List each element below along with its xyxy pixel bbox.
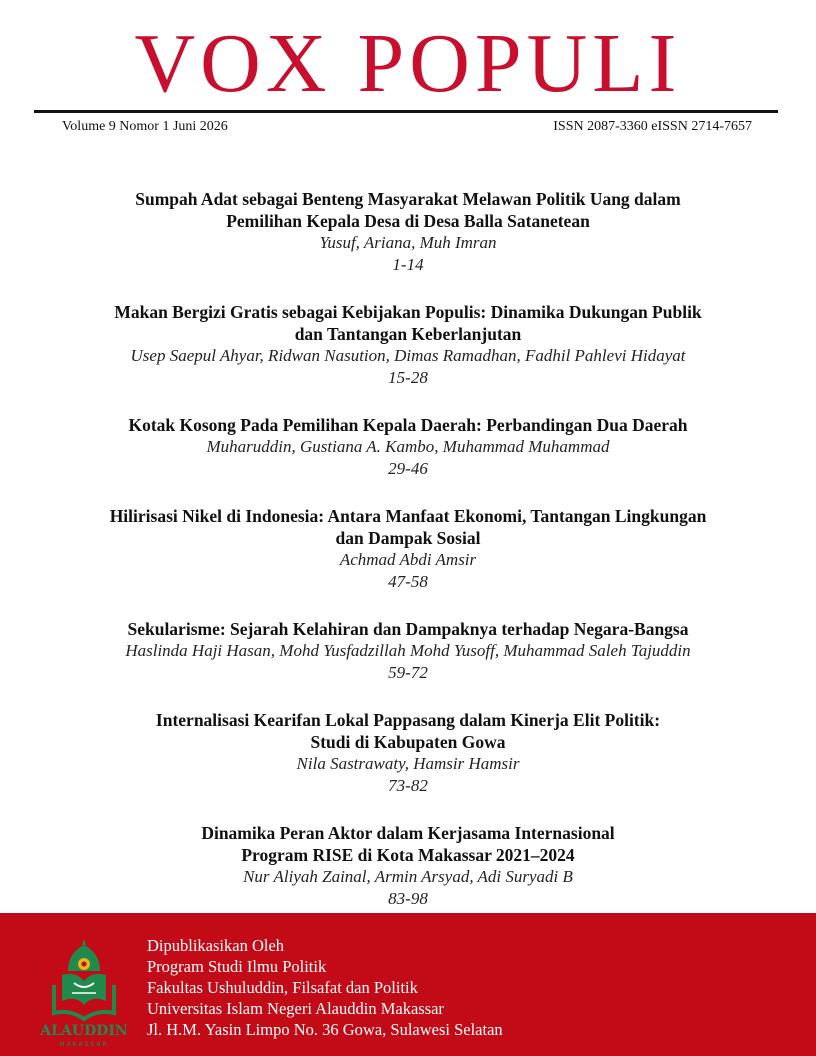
article-title[interactable]: Dinamika Peran Aktor dalam Kerjasama Internasional Program RISE di Kota Makassar 2021–2024 bbox=[201, 823, 615, 865]
article-authors: Muharuddin, Gustiana A. Kambo, Muhammad Muhammad bbox=[206, 437, 610, 456]
logo-text: ALAUDDIN bbox=[40, 1023, 128, 1039]
article-title[interactable]: Makan Bergizi Gratis sebagai Kebijakan Populis: Dinamika Dukungan Publik dan Tantangan Keberlanjutan bbox=[114, 302, 702, 344]
article-entry[interactable] bbox=[40, 188, 776, 276]
article-title[interactable]: Kotak Kosong Pada Pemilihan Kepala Daerah: Perbandingan Dua Daerah bbox=[128, 415, 688, 435]
article-entry[interactable] bbox=[40, 618, 776, 684]
article-pages: 83-98 bbox=[388, 889, 428, 908]
article-entry[interactable] bbox=[40, 505, 776, 593]
article-title[interactable]: Hilirisasi Nikel di Indonesia: Antara Manfaat Ekonomi, Tantangan Lingkungan dan Dampak Sosial bbox=[109, 506, 707, 548]
issn-label: ISSN 2087-3360 eISSN 2714-7657 bbox=[553, 119, 752, 134]
article-entry[interactable] bbox=[40, 709, 776, 797]
article-entry[interactable] bbox=[40, 301, 776, 389]
article-authors: Usep Saepul Ahyar, Ridwan Nasution, Dimas Ramadhan, Fadhil Pahlevi Hidayat bbox=[130, 346, 686, 365]
article-title[interactable]: Internalisasi Kearifan Lokal Pappasang dalam Kinerja Elit Politik: Studi di Kabupaten Gowa bbox=[155, 710, 661, 752]
article-authors: Nur Aliyah Zainal, Armin Arsyad, Adi Suryadi B bbox=[243, 867, 573, 886]
journal-title: VOX POPULI bbox=[134, 17, 682, 110]
article-pages: 47-58 bbox=[388, 572, 428, 591]
publisher-line: Universitas Islam Negeri Alauddin Makassar bbox=[147, 999, 444, 1018]
logo-subtext: MAKASSAR bbox=[59, 1041, 109, 1048]
table-of-contents bbox=[40, 188, 776, 935]
article-title[interactable]: Sumpah Adat sebagai Benteng Masyarakat Melawan Politik Uang dalam Pemilihan Kepala Desa di Desa Balla Satanetean bbox=[135, 189, 681, 231]
publisher-info bbox=[147, 935, 503, 1040]
article-authors: Achmad Abdi Amsir bbox=[339, 550, 477, 569]
article-authors: Yusuf, Ariana, Muh Imran bbox=[319, 233, 497, 252]
publisher-line: Fakultas Ushuluddin, Filsafat dan Politik bbox=[147, 978, 418, 997]
university-logo-icon bbox=[36, 931, 132, 1051]
article-pages: 1-14 bbox=[392, 255, 424, 274]
article-entry[interactable] bbox=[40, 822, 776, 910]
publisher-address: Jl. H.M. Yasin Limpo No. 36 Gowa, Sulawesi Selatan bbox=[147, 1020, 503, 1039]
article-pages: 59-72 bbox=[388, 663, 428, 682]
publisher-line: Dipublikasikan Oleh bbox=[147, 936, 285, 955]
header-rule bbox=[34, 110, 778, 113]
article-pages: 73-82 bbox=[388, 776, 428, 795]
article-entry[interactable] bbox=[40, 414, 776, 480]
issue-meta bbox=[62, 119, 752, 135]
article-pages: 29-46 bbox=[388, 459, 428, 478]
publisher-line: Program Studi Ilmu Politik bbox=[147, 957, 327, 976]
issue-label: Volume 9 Nomor 1 Juni 2026 bbox=[62, 119, 228, 134]
article-authors: Nila Sastrawaty, Hamsir Hamsir bbox=[296, 754, 520, 773]
article-authors: Haslinda Haji Hasan, Mohd Yusfadzillah Mohd Yusoff, Muhammad Saleh Tajuddin bbox=[125, 641, 691, 660]
article-pages: 15-28 bbox=[388, 368, 428, 387]
publisher-footer bbox=[0, 913, 816, 1056]
article-title[interactable]: Sekularisme: Sejarah Kelahiran dan Dampaknya terhadap Negara-Bangsa bbox=[127, 619, 689, 639]
